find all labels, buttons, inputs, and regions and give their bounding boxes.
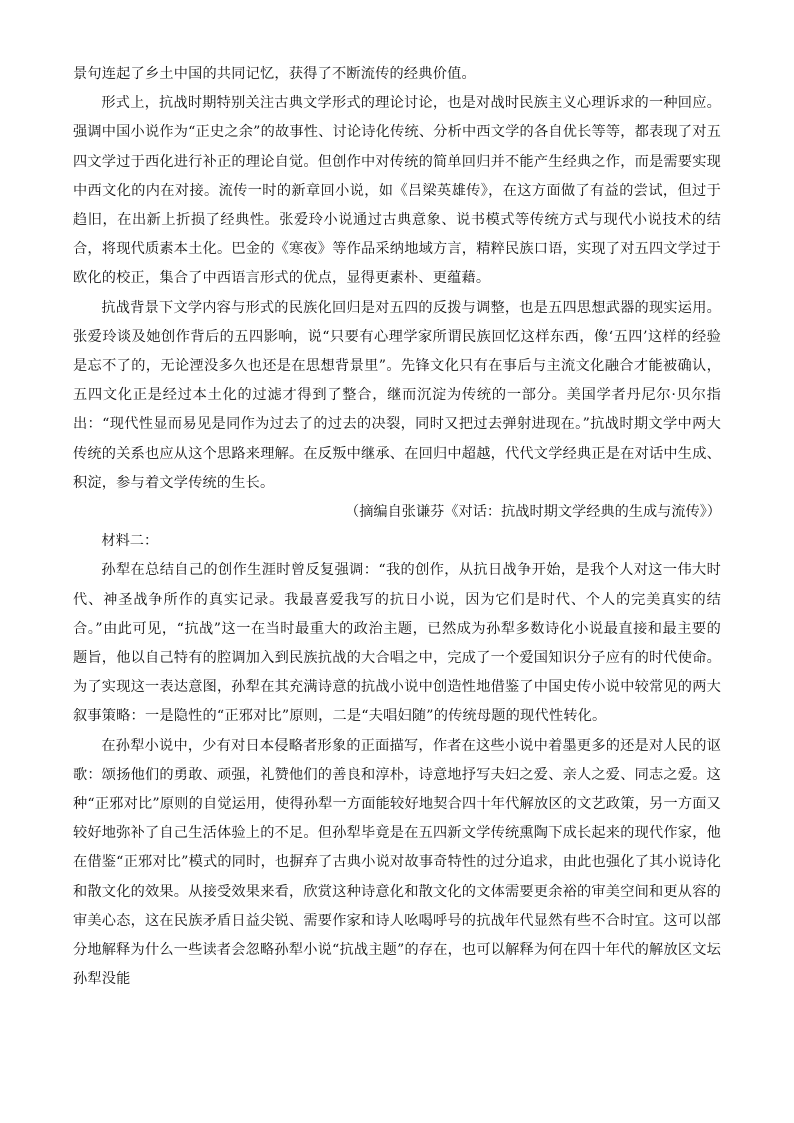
paragraph-sun-li-intro: 孙犁在总结自己的创作生涯时曾反复强调：“我的创作，从抗日战争开始，是我个人对这一伟大时代、神圣战争所作的真实记录。我最喜爱我写的抗日小说，因为它们是时代、个人的完美真实的结合。”由此可见，“抗战”这一在当时最重大的政治主题，已然成为孙犁多数诗化小说最直接和最主要的题旨，他以自己特有的腔调加入到民族抗战的大合唱之中，完成了一个爱国知识分子应有的时代使命。为了实现这一表达意图，孙犁在其充满诗意的抗战小说中创造性地借鉴了中国史传小说中较常见的两大叙事策略：一是隐性的“正邪对比”原则，二是“夫唱妇随”的传统母题的现代性转化。	[73, 562, 721, 725]
paragraph-sun-li-analysis: 在孙犁小说中，少有对日本侵略者形象的正面描写，作者在这些小说中着墨更多的还是对人民的讴歌：颂扬他们的勇敢、顽强，礼赞他们的善良和淳朴，诗意地抒写夫妇之爱、亲人之爱、同志之爱。这种“正邪对比”原则的自觉运用，使得孙犁一方面能较好地契合四十年代解放区的文艺政策，另一方面又较好地弥补了自己生活体验上的不足。但孙犁毕竟是在五四新文学传统熏陶下成长起来的现代作家，他在借鉴“正邪对比”模式的同时，也摒弃了古典小说对故事奇特性的过分追求，由此也强化了其小说诗化和散文化的效果。从接受效果来看，欣赏这种诗意化和散文化的文体需要更余裕的审美空间和更从容的审美心态，这在民族矛盾日益尖锐、需要作家和诗人吆喝呼号的抗战年代显然有些不合时宜。这可以部分地解释为什么一些读者会忽略孙犁小说“抗战主题”的存在，也可以解释为何在四十年代的解放区文坛孙犁没能	[73, 737, 721, 988]
document-page	[73, 60, 721, 995]
material-two-label: 材料二：	[101, 533, 159, 550]
source-citation: （摘编自张谦芬《对话：抗战时期文学经典的生成与流传》）	[345, 504, 721, 521]
paragraph-form: 形式上，抗战时期特别关注古典文学形式的理论讨论，也是对战时民族主义心理诉求的一种回应。强调中国小说作为“正史之余”的故事性、讨论诗化传统、分析中西文学的各自优长等等，都表现了对五四文学过于西化进行补正的理论自觉。但创作中对传统的简单回归并不能产生经典之作，而是需要实现中西文化的内在对接。流传一时的新章回小说，如《吕梁英雄传》，在这方面做了有益的尝试，但过于趋旧，在出新上折损了经典性。张爱玲小说通过古典意象、说书模式等传统方式与现代小说技术的结合，将现代质素本土化。巴金的《寒夜》等作品采纳地域方言，精粹民族口语，实现了对五四文学过于欧化的校正，集合了中西语言形式的优点，显得更素朴、更蕴藉。	[73, 95, 721, 287]
paragraph-nationalization: 抗战背景下文学内容与形式的民族化回归是对五四的反拨与调整，也是五四思想武器的现实运用。张爱玲谈及她创作背后的五四影响，说“只要有心理学家所谓民族回忆这样东西，像‘五四’这样的经验是忘不了的，无论湮没多久也还是在思想背景里”。先锋文化只有在事后与主流文化融合才能被确认，五四文化正是经过本土化的过滤才得到了整合，继而沉淀为传统的一部分。美国学者丹尼尔·贝尔指出：“现代性显而易见是同作为过去了的过去的决裂，同时又把过去弹射进现在。”抗战时期文学中两大传统的关系也应从这个思路来理解。在反叛中继承、在回归中超越，代代文学经典正是在对话中生成、积淀，参与着文学传统的生长。	[73, 299, 721, 491]
paragraph-continuation: 景句连起了乡土中国的共同记忆，获得了不断流传的经典价值。	[73, 66, 476, 82]
